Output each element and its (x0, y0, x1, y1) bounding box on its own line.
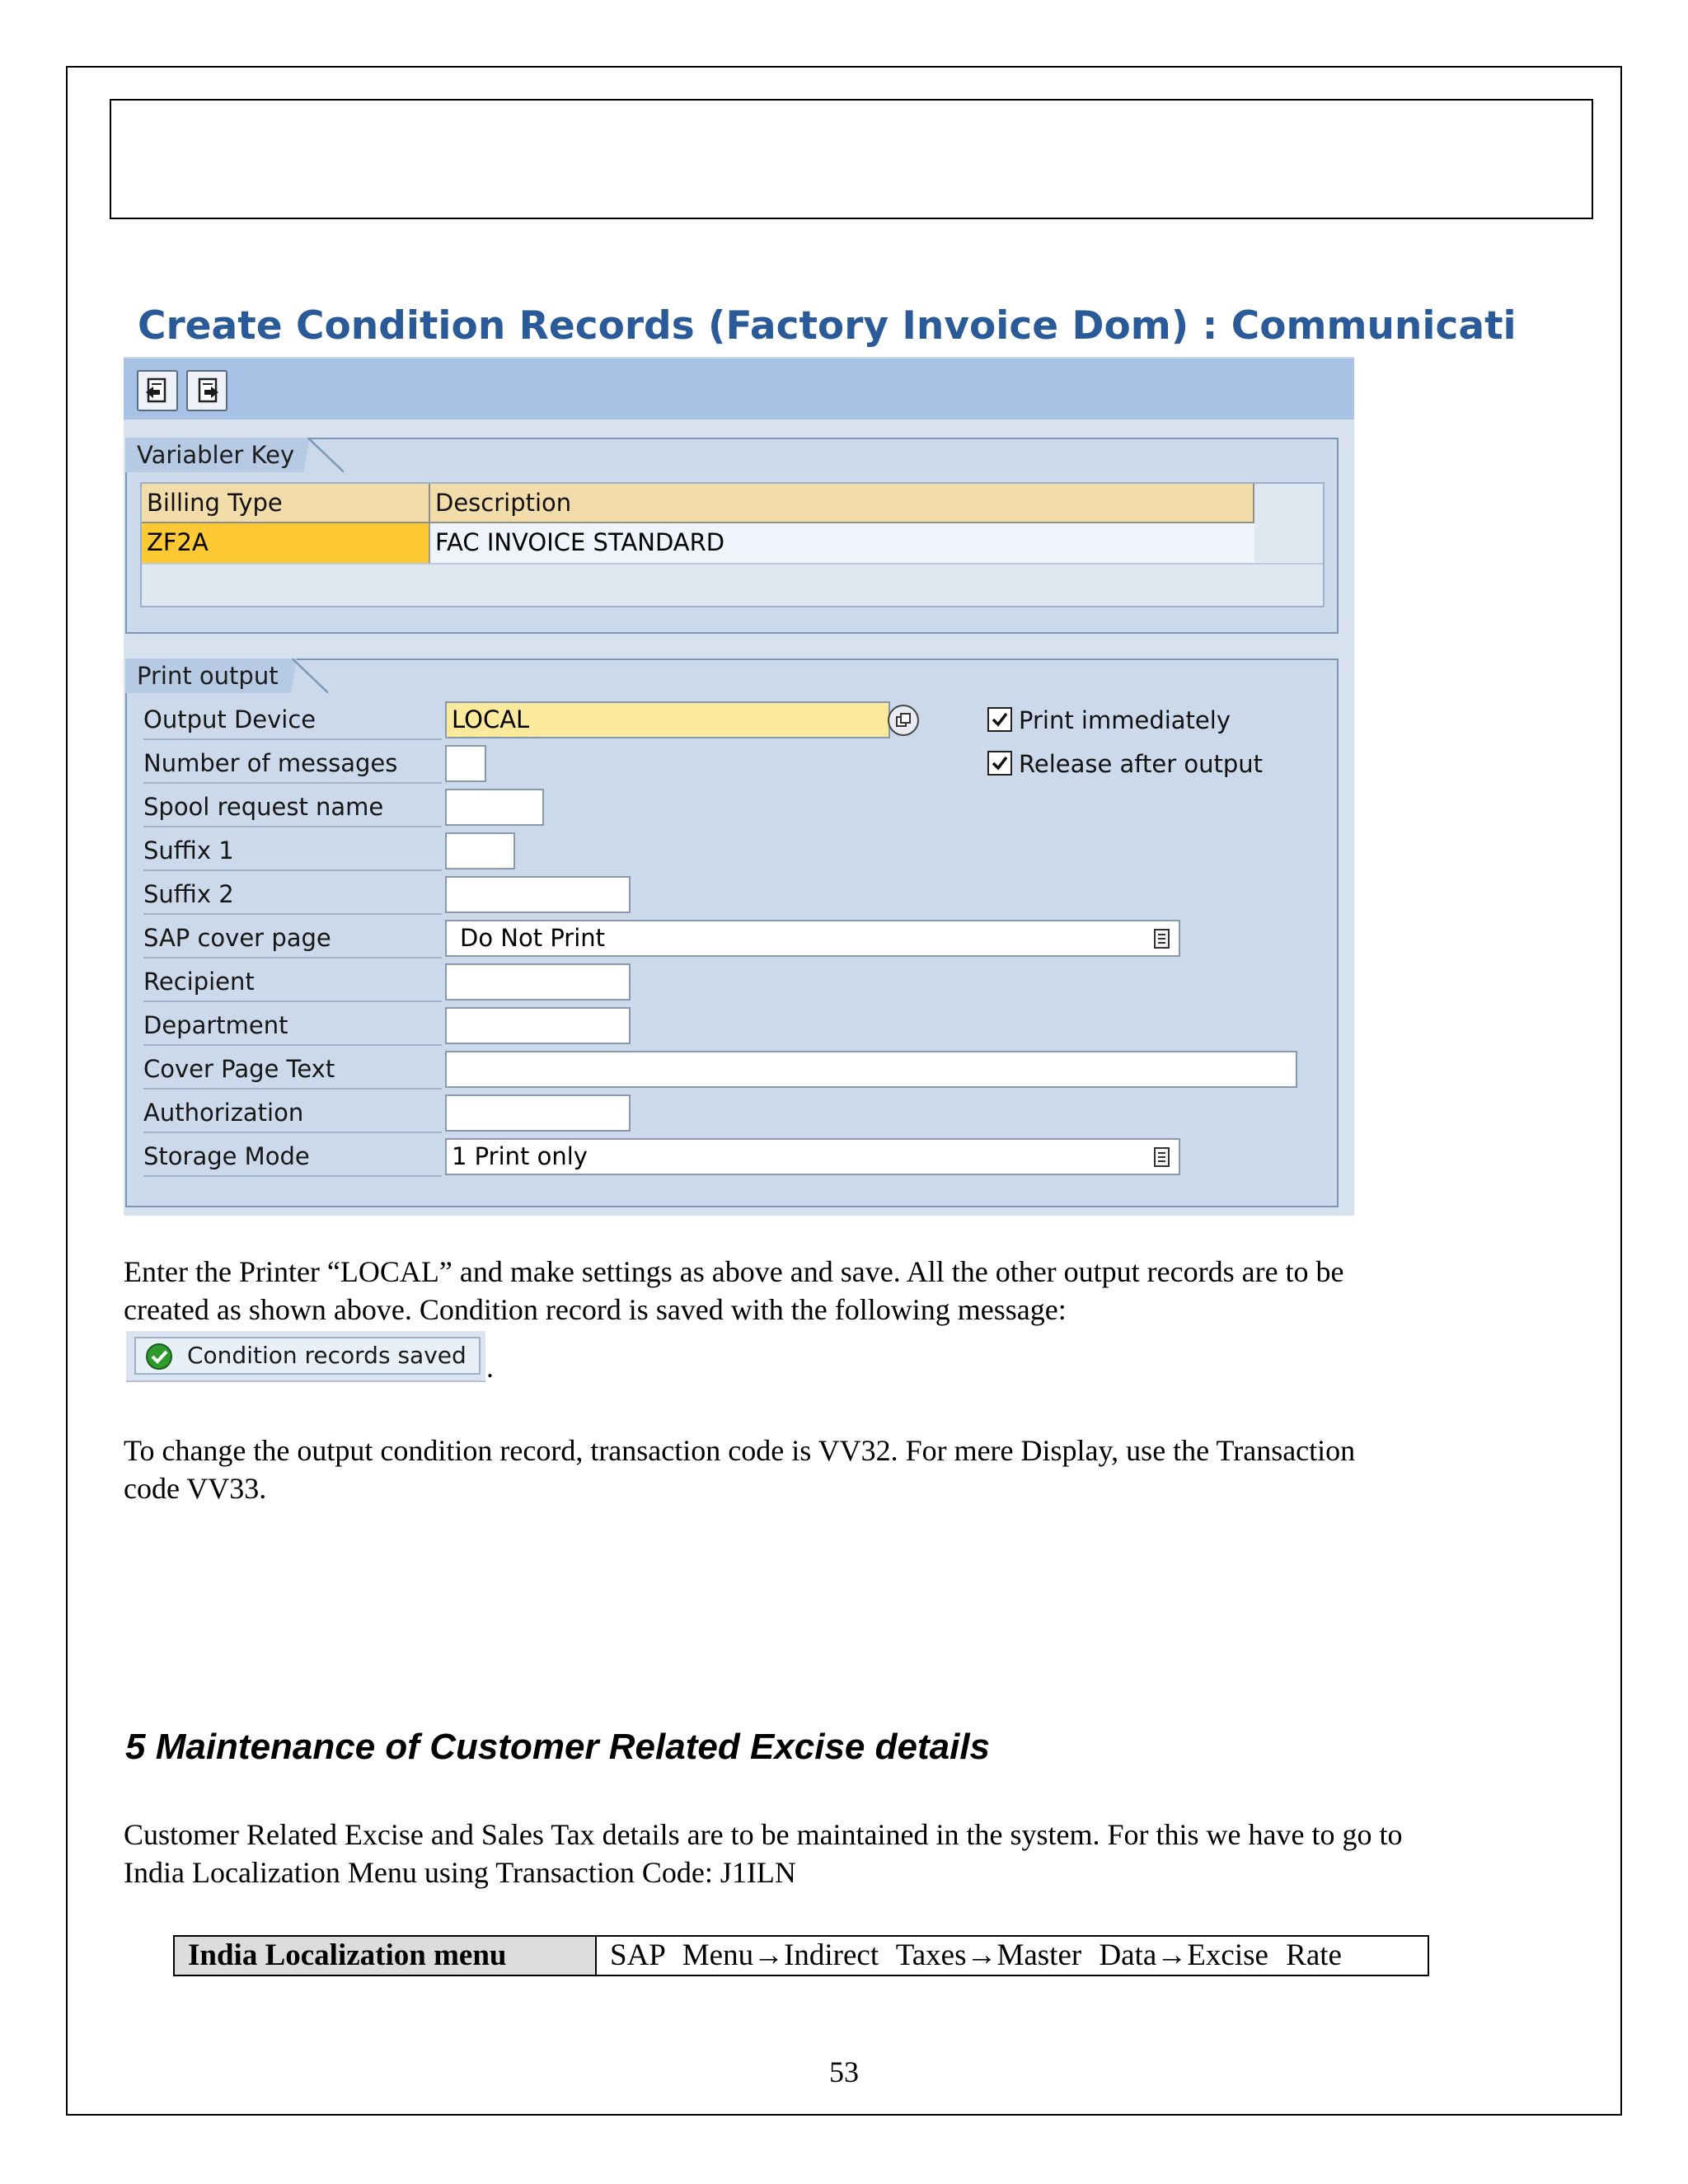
menu-path-table (173, 1935, 1429, 1976)
previous-record-button[interactable] (137, 370, 178, 411)
sap-screenshot (124, 284, 1517, 1216)
checkmark-icon (989, 709, 1010, 730)
release-after-output-checkbox[interactable] (987, 751, 1012, 776)
suffix-2-label: Suffix 2 (143, 876, 442, 915)
next-record-button[interactable] (186, 370, 227, 411)
output-device-label: Output Device (143, 701, 442, 740)
number-of-messages-label: Number of messages (143, 745, 442, 784)
suffix-2-row (127, 873, 1339, 916)
excise-line-2: India Localization Menu using Transaction Code: J1ILN (124, 1856, 796, 1889)
storage-mode-dropdown[interactable] (445, 1138, 1180, 1175)
instruction-paragraph (124, 1253, 1574, 1329)
menu-path-value: SAP Menu→Indirect Taxes→Master Data→Excise Rate (610, 1938, 1342, 1972)
suffix-2-input[interactable] (445, 876, 631, 913)
excise-line-1: Customer Related Excise and Sales Tax details are to be maintained in the system. For this we have to go to (124, 1818, 1403, 1851)
dropdown-list-icon (1152, 1146, 1172, 1168)
page-number: 53 (829, 2055, 859, 2088)
storage-mode-selected-value: 1 Print only (452, 1142, 588, 1170)
cover-page-text-label: Cover Page Text (143, 1051, 442, 1090)
output-device-search-help-button[interactable] (888, 705, 919, 736)
authorization-input[interactable] (445, 1094, 631, 1132)
recipient-label: Recipient (143, 963, 442, 1002)
print-immediately-label: Print immediately (1019, 706, 1231, 734)
instruction-line-2: created as shown above. Condition record is saved with the following message: (124, 1293, 1067, 1326)
cover-page-text-row (127, 1047, 1339, 1091)
spool-request-name-row (127, 785, 1339, 829)
sap-cover-page-dropdown[interactable] (445, 920, 1180, 957)
checkmark-icon (989, 752, 1010, 774)
suffix-1-row (127, 829, 1339, 873)
transaction-line-2: code VV33. (124, 1472, 267, 1505)
column-header-billing-type[interactable]: Billing Type (142, 484, 430, 523)
suffix-1-label: Suffix 1 (143, 832, 442, 871)
recipient-row (127, 960, 1339, 1004)
excise-paragraph (124, 1816, 1574, 1891)
status-bar (134, 1337, 481, 1375)
section-heading: 5 Maintenance of Customer Related Excise details (125, 1727, 991, 1767)
storage-mode-label: Storage Mode (143, 1138, 442, 1177)
authorization-label: Authorization (143, 1094, 442, 1133)
department-row (127, 1004, 1339, 1047)
recipient-input[interactable] (445, 963, 631, 1001)
authorization-row (127, 1091, 1339, 1135)
print-immediately-checkbox[interactable] (987, 707, 1012, 732)
sap-screen-body (124, 419, 1354, 1216)
previous-record-icon (143, 377, 171, 405)
suffix-1-input[interactable] (445, 832, 515, 869)
spool-request-name-input[interactable] (445, 789, 544, 826)
variable-key-table (140, 482, 1325, 607)
spool-request-name-label: Spool request name (143, 789, 442, 827)
description-cell: FAC INVOICE STANDARD (430, 523, 1254, 563)
department-input[interactable] (445, 1007, 631, 1044)
sap-cover-page-label: SAP cover page (143, 920, 442, 958)
variable-key-group-title: Variabler Key (125, 438, 344, 472)
column-header-description[interactable]: Description (430, 484, 1254, 523)
status-message-screenshot (126, 1331, 485, 1382)
variable-key-group (125, 438, 1339, 634)
menu-path-label: India Localization menu (175, 1937, 597, 1975)
department-label: Department (143, 1007, 442, 1046)
page-header-box (110, 99, 1593, 219)
cover-page-text-input[interactable] (445, 1051, 1297, 1088)
application-toolbar (124, 357, 1354, 419)
status-trailing-period: . (486, 1351, 494, 1384)
release-after-output-label: Release after output (1019, 750, 1264, 778)
output-device-row (127, 698, 1339, 742)
success-check-icon (144, 1342, 174, 1371)
search-help-icon (895, 712, 912, 729)
print-output-group-title: Print output (125, 658, 328, 693)
sap-screen-title: Create Condition Records (Factory Invoice Dom) : Communicati (138, 303, 1517, 349)
table-row-divider (142, 563, 1323, 565)
number-of-messages-input[interactable] (445, 745, 486, 782)
print-output-group (125, 658, 1339, 1207)
status-message-text: Condition records saved (187, 1342, 467, 1369)
sap-cover-page-row (127, 916, 1339, 960)
dropdown-list-icon (1152, 928, 1172, 949)
billing-type-cell[interactable]: ZF2A (142, 523, 430, 563)
transaction-paragraph (124, 1432, 1574, 1507)
storage-mode-row (127, 1135, 1339, 1179)
output-device-input[interactable]: LOCAL (445, 701, 890, 738)
instruction-line-1: Enter the Printer “LOCAL” and make settings as above and save. All the other output records are to be (124, 1255, 1344, 1288)
sap-cover-page-selected-value: Do Not Print (460, 924, 606, 952)
transaction-line-1: To change the output condition record, transaction code is VV32. For mere Display, use the Transaction (124, 1434, 1356, 1467)
number-of-messages-row (127, 742, 1339, 785)
next-record-icon (193, 377, 221, 405)
